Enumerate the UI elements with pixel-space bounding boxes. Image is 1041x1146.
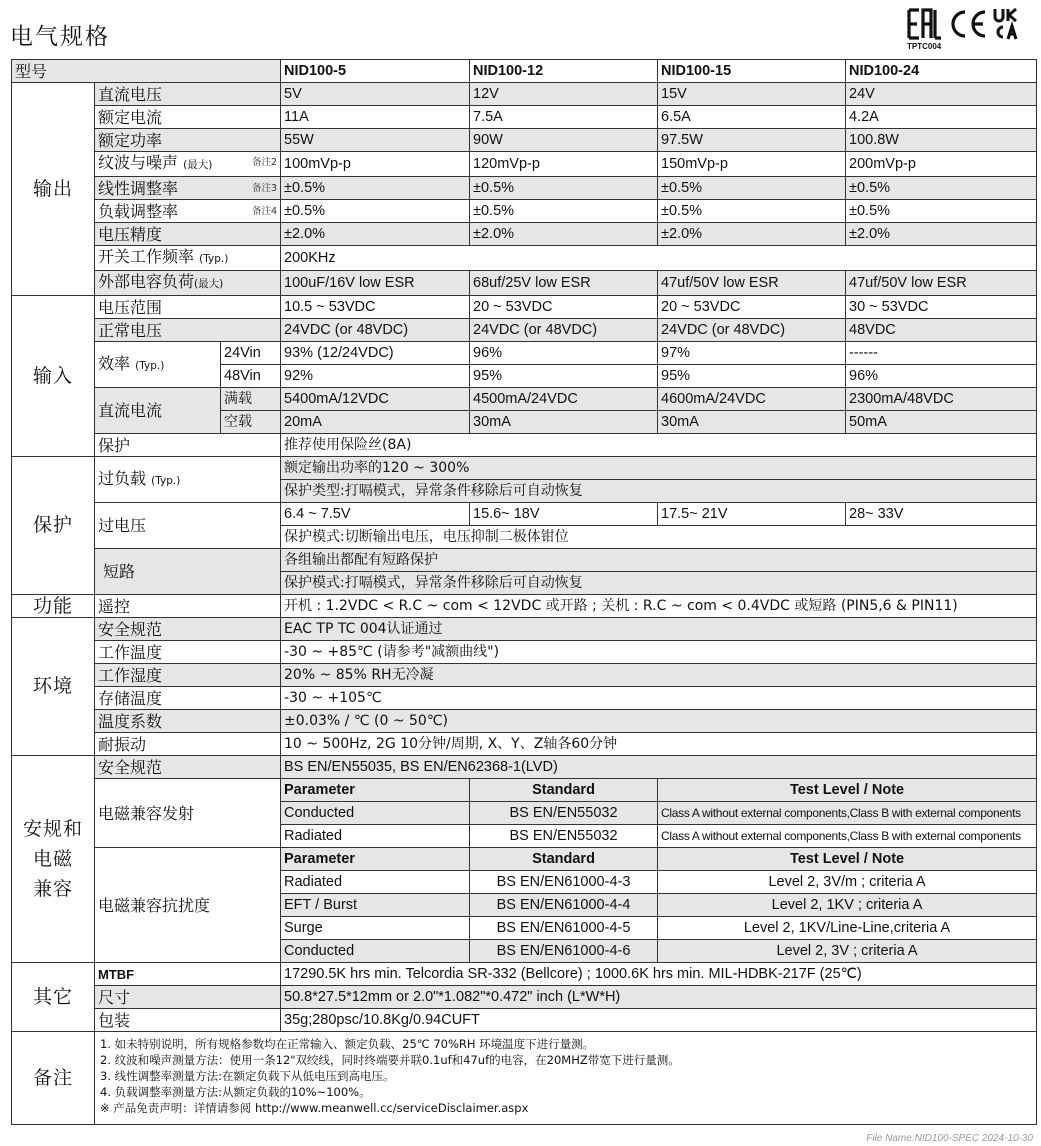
cell: 50mA (846, 411, 1037, 434)
cell: BS EN/EN61000-4-4 (470, 894, 658, 917)
row-label: 电磁兼容抗扰度 (95, 848, 281, 963)
row-label: 额定电流 (95, 106, 281, 129)
model-name: NID100-5 (281, 60, 470, 83)
label-qualifier: (Typ.) (135, 359, 165, 372)
cell: 48VDC (846, 319, 1037, 342)
cell: 95% (658, 365, 846, 388)
cell: Radiated (281, 825, 470, 848)
cell: 20 ~ 53VDC (658, 296, 846, 319)
row-label: 电磁兼容发射 (95, 779, 281, 848)
cell: Conducted (281, 940, 470, 963)
certification-marks (905, 6, 1033, 52)
table-row (12, 848, 1037, 871)
table-row (12, 129, 1037, 152)
cell: Surge (281, 917, 470, 940)
file-name-footer: File Name:NID100-SPEC 2024-10-30 (866, 1133, 1033, 1144)
cell: Radiated (281, 871, 470, 894)
cell: 保护类型:打嗝模式，异常条件移除后可自动恢复 (281, 480, 1037, 503)
cell: 24VDC (or 48VDC) (281, 319, 470, 342)
row-label (95, 342, 221, 388)
note-ref: 备注3 (251, 182, 278, 194)
cell: 35g;280psc/10.8Kg/0.94CUFT (281, 1009, 1037, 1032)
table-row (12, 457, 1037, 480)
row-label: 直流电压 (95, 83, 281, 106)
row-label: 短路 (95, 549, 281, 595)
cell: 保护模式:切断输出电压，电压抑制二极体钳位 (281, 526, 1037, 549)
cell: Class A without external components,Class B with external components (658, 802, 1037, 825)
cell: ±2.0% (470, 223, 658, 246)
cell: BS EN/EN61000-4-6 (470, 940, 658, 963)
column-header: Parameter (281, 779, 470, 802)
cell: Level 2, 3V/m ; criteria A (658, 871, 1037, 894)
table-row (12, 595, 1037, 618)
note-line: 1. 如未特别说明，所有规格参数均在正常输入、额定负载、25℃ 70%RH 环境温度下进行量测。 (100, 1037, 595, 1051)
cell: 200KHz (281, 246, 1037, 271)
label-text: 过负载 (98, 468, 147, 488)
category-protection: 保护 (12, 457, 95, 595)
row-label: 工作温度 (95, 641, 281, 664)
label-qualifier: (最大) (194, 278, 224, 290)
cell: 200mVp-p (846, 152, 1037, 177)
cell: BS EN/EN55032 (470, 802, 658, 825)
row-label: 存储温度 (95, 687, 281, 710)
cell: 97.5W (658, 129, 846, 152)
cell: 7.5A (470, 106, 658, 129)
table-row (12, 271, 1037, 296)
row-label: 电压精度 (95, 223, 281, 246)
category-environment: 环境 (12, 618, 95, 756)
cell: 6.5A (658, 106, 846, 129)
table-row (12, 246, 1037, 271)
note-line: ※ 产品免责声明：详情请参阅 http://www.meanwell.cc/serviceDisclaimer.aspx (100, 1101, 529, 1115)
sub-label: 满载 (221, 388, 281, 411)
model-name: NID100-24 (846, 60, 1037, 83)
cell: 100.8W (846, 129, 1037, 152)
row-label: 安全规范 (95, 756, 281, 779)
note-ref: 备注4 (251, 205, 278, 217)
cell: 20% ~ 85% RH无冷凝 (281, 664, 1037, 687)
column-header: Test Level / Note (658, 779, 1037, 802)
cell: 17.5~ 21V (658, 503, 846, 526)
cell: 4600mA/24VDC (658, 388, 846, 411)
cell: -30 ~ +105℃ (281, 687, 1037, 710)
table-row (12, 618, 1037, 641)
table-row (12, 986, 1037, 1009)
note-line: 2. 纹波和噪声测量方法：使用一条12"双绞线，同时终端要并联0.1uf和47uf的电容，在20MHZ带宽下进行量测。 (100, 1053, 680, 1067)
table-row (12, 200, 1037, 223)
table-row (12, 710, 1037, 733)
cell: 150mVp-p (658, 152, 846, 177)
cell: 24VDC (or 48VDC) (658, 319, 846, 342)
cell: 97% (658, 342, 846, 365)
cell: Conducted (281, 802, 470, 825)
label-text: 负载调整率 (98, 201, 179, 221)
column-header: Standard (470, 779, 658, 802)
cell: ±0.5% (281, 200, 470, 223)
row-label: 电压范围 (95, 296, 281, 319)
cell: 保护模式:打嗝模式，异常条件移除后可自动恢复 (281, 572, 1037, 595)
cell: 30mA (470, 411, 658, 434)
model-name: NID100-15 (658, 60, 846, 83)
cell: 30mA (658, 411, 846, 434)
row-label: 遥控 (95, 595, 281, 618)
table-row (12, 388, 1037, 411)
row-label (95, 271, 281, 296)
cell: 17290.5K hrs min. Telcordia SR-332 (Bellcore) ; 1000.6K hrs min. MIL-HDBK-217F (25℃) (281, 963, 1037, 986)
row-label: 直流电流 (95, 388, 221, 434)
table-row (12, 733, 1037, 756)
cell: 24V (846, 83, 1037, 106)
note-line: 3. 线性调整率测量方法:在额定负载下从低电压到高电压。 (100, 1069, 395, 1083)
cell: ±2.0% (846, 223, 1037, 246)
row-label: 正常电压 (95, 319, 281, 342)
cell: 15V (658, 83, 846, 106)
row-label (95, 152, 281, 177)
note-ref: 备注2 (251, 157, 278, 168)
cell: ±0.5% (846, 200, 1037, 223)
label-qualifier: (Typ.) (151, 474, 181, 487)
eac-ce-ukca-logo (905, 6, 1033, 42)
row-label: 尺寸 (95, 986, 281, 1009)
cell: 68uf/25V low ESR (470, 271, 658, 296)
table-row (12, 434, 1037, 457)
cell: 10.5 ~ 53VDC (281, 296, 470, 319)
cell: ±2.0% (658, 223, 846, 246)
column-header: Parameter (281, 848, 470, 871)
sub-label: 24Vin (221, 342, 281, 365)
cell: ±0.5% (470, 200, 658, 223)
label-qualifier: (Typ.) (199, 253, 229, 265)
cell: 11A (281, 106, 470, 129)
table-row (12, 641, 1037, 664)
cell: ±0.5% (470, 177, 658, 200)
cell: 12V (470, 83, 658, 106)
table-row (12, 152, 1037, 177)
cell: BS EN/EN61000-4-3 (470, 871, 658, 894)
cell: ±0.5% (658, 200, 846, 223)
row-label: MTBF (95, 963, 281, 986)
cell: BS EN/EN55032 (470, 825, 658, 848)
cell: 96% (846, 365, 1037, 388)
cell: 15.6~ 18V (470, 503, 658, 526)
cell: 47uf/50V low ESR (846, 271, 1037, 296)
category-input: 输入 (12, 296, 95, 457)
cell: ±0.03% / ℃ (0 ~ 50℃) (281, 710, 1037, 733)
cell: BS EN/EN55035, BS EN/EN62368-1(LVD) (281, 756, 1037, 779)
model-label: 型号 (12, 60, 281, 83)
cell: Level 2, 1KV/Line-Line,criteria A (658, 917, 1037, 940)
table-row (12, 963, 1037, 986)
cell: 100uF/16V low ESR (281, 271, 470, 296)
cell: EAC TP TC 004认证通过 (281, 618, 1037, 641)
label-text: 开关工作频率 (98, 247, 195, 266)
row-label: 过电压 (95, 503, 281, 549)
notes-block (95, 1032, 1037, 1125)
table-row (12, 779, 1037, 802)
table-row (12, 319, 1037, 342)
cell: 95% (470, 365, 658, 388)
label-text: 线性调整率 (98, 178, 179, 198)
notes-row (12, 1032, 1037, 1125)
sub-label: 空载 (221, 411, 281, 434)
cell: 额定输出功率的120 ~ 300% (281, 457, 1037, 480)
cell: ±2.0% (281, 223, 470, 246)
cell: 5400mA/12VDC (281, 388, 470, 411)
column-header: Test Level / Note (658, 848, 1037, 871)
cell: 28~ 33V (846, 503, 1037, 526)
category-line: 电磁 (32, 848, 73, 870)
column-header: Standard (470, 848, 658, 871)
cell: EFT / Burst (281, 894, 470, 917)
cell: 100mVp-p (281, 152, 470, 177)
table-row (12, 664, 1037, 687)
label-qualifier: (最大) (183, 159, 213, 171)
cell: 120mVp-p (470, 152, 658, 177)
table-row (12, 687, 1037, 710)
cell: 24VDC (or 48VDC) (470, 319, 658, 342)
cell: 90W (470, 129, 658, 152)
table-row (12, 549, 1037, 572)
page-title: 电气规格 (10, 24, 110, 50)
cell: 92% (281, 365, 470, 388)
cell: 10 ~ 500Hz, 2G 10分钟/周期, X、Y、Z轴各60分钟 (281, 733, 1037, 756)
cell: -30 ~ +85℃ (请参考"减额曲线") (281, 641, 1037, 664)
table-row (12, 342, 1037, 365)
category-others: 其它 (12, 963, 95, 1032)
row-label: 耐振动 (95, 733, 281, 756)
table-row (12, 1009, 1037, 1032)
tptc-label: TPTC004 (907, 42, 942, 51)
cell: 20mA (281, 411, 470, 434)
row-label: 保护 (95, 434, 281, 457)
header-row (12, 60, 1037, 83)
category-output: 输出 (12, 83, 95, 296)
cell: 开机 : 1.2VDC < R.C ~ com < 12VDC 或开路 ; 关机 : R.C ~ com < 0.4VDC 或短路 (PIN5,6 & PIN11) (281, 595, 1037, 618)
row-label (95, 200, 281, 223)
cell: 55W (281, 129, 470, 152)
cell: 推荐使用保险丝(8A) (281, 434, 1037, 457)
table-row (12, 106, 1037, 129)
row-label: 额定功率 (95, 129, 281, 152)
cell: 96% (470, 342, 658, 365)
model-name: NID100-12 (470, 60, 658, 83)
cell: 30 ~ 53VDC (846, 296, 1037, 319)
table-row (12, 296, 1037, 319)
cell: 6.4 ~ 7.5V (281, 503, 470, 526)
row-label: 包装 (95, 1009, 281, 1032)
cell: Class A without external components,Class B with external components (658, 825, 1037, 848)
table-row (12, 756, 1037, 779)
row-label (95, 457, 281, 503)
sub-label: 48Vin (221, 365, 281, 388)
cell: ±0.5% (281, 177, 470, 200)
table-row (12, 83, 1037, 106)
label-text: 外部电容负荷 (98, 272, 195, 291)
category-line: 兼容 (32, 878, 73, 900)
cell: 4.2A (846, 106, 1037, 129)
cell: 2300mA/48VDC (846, 388, 1037, 411)
cell: Level 2, 3V ; criteria A (658, 940, 1037, 963)
table-row (12, 503, 1037, 526)
cell: ±0.5% (658, 177, 846, 200)
table-row (12, 223, 1037, 246)
cell: 47uf/50V low ESR (658, 271, 846, 296)
spec-table (11, 59, 1037, 1125)
row-label: 工作湿度 (95, 664, 281, 687)
cell: 20 ~ 53VDC (470, 296, 658, 319)
row-label (95, 177, 281, 200)
category-line: 安规和 (22, 818, 83, 840)
row-label: 温度系数 (95, 710, 281, 733)
cell: 4500mA/24VDC (470, 388, 658, 411)
cell: 5V (281, 83, 470, 106)
note-line: 4. 负载调整率测量方法:从额定负载的10%~100%。 (100, 1085, 371, 1099)
cell: ------ (846, 342, 1037, 365)
category-notes: 备注 (12, 1032, 95, 1125)
cell: 50.8*27.5*12mm or 2.0"*1.082"*0.472" inch (L*W*H) (281, 986, 1037, 1009)
label-text: 纹波与噪声 (98, 153, 179, 172)
row-label (95, 246, 281, 271)
table-row (12, 177, 1037, 200)
cell: 93% (12/24VDC) (281, 342, 470, 365)
category-function: 功能 (12, 595, 95, 618)
row-label: 安全规范 (95, 618, 281, 641)
category-safety-emc (12, 756, 95, 963)
label-text: 效率 (98, 353, 131, 373)
cell: Level 2, 1KV ; criteria A (658, 894, 1037, 917)
cell: 各组输出都配有短路保护 (281, 549, 1037, 572)
cell: ±0.5% (846, 177, 1037, 200)
cell: BS EN/EN61000-4-5 (470, 917, 658, 940)
